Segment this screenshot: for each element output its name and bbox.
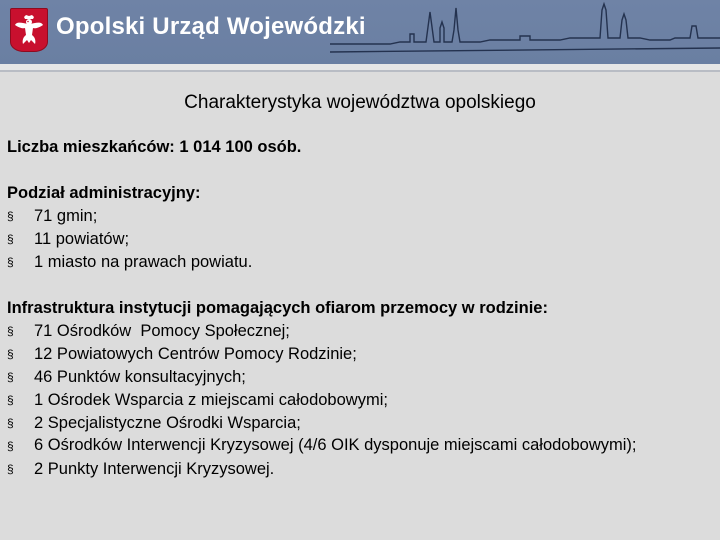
list-item: [7, 458, 707, 481]
organization-name: Opolski Urząd Wojewódzki: [56, 13, 366, 40]
list-item: [7, 412, 707, 435]
admin-item: 71 gmin;: [34, 207, 98, 225]
bullet-icon: §: [7, 209, 14, 223]
bullet-icon: §: [7, 462, 14, 476]
list-item: [7, 389, 707, 412]
slide-content: [7, 136, 707, 481]
bullet-icon: §: [7, 393, 14, 407]
list-item: [7, 343, 707, 366]
polish-eagle-emblem-icon: [10, 8, 48, 52]
header-banner: [0, 0, 720, 64]
infra-item: 2 Punkty Interwencji Kryzysowej.: [34, 460, 275, 478]
infra-item: 1 Ośrodek Wsparcia z miejscami całodobowymi;: [34, 391, 388, 409]
list-item: [7, 251, 707, 274]
bullet-icon: §: [7, 255, 14, 269]
infra-item: 12 Powiatowych Centrów Pomocy Rodzinie;: [34, 345, 357, 363]
admin-heading: Podział administracyjny:: [7, 184, 201, 202]
list-item: [7, 205, 707, 228]
population-text: Liczba mieszkańców: 1 014 100 osób.: [7, 138, 302, 156]
infra-item: 71 Ośrodków Pomocy Społecznej;: [34, 322, 290, 340]
infra-heading: Infrastruktura instytucji pomagających ofiarom przemocy w rodzinie:: [7, 299, 548, 317]
bullet-icon: §: [7, 370, 14, 384]
list-item: [7, 228, 707, 251]
admin-item: 11 powiatów;: [34, 230, 130, 248]
list-item: [7, 435, 707, 458]
list-item: [7, 366, 707, 389]
bullet-icon: §: [7, 416, 14, 430]
city-skyline-icon: [330, 0, 720, 64]
bullet-icon: §: [7, 232, 14, 246]
infra-item: 2 Specjalistyczne Ośrodki Wsparcia;: [34, 414, 301, 432]
admin-item: 1 miasto na prawach powiatu.: [34, 253, 253, 271]
bullet-icon: §: [7, 439, 14, 453]
header-divider-shadow: [0, 70, 720, 72]
infra-item: 46 Punktów konsultacyjnych;: [34, 368, 246, 386]
bullet-icon: §: [7, 347, 14, 361]
list-item: [7, 320, 707, 343]
infra-item: 6 Ośrodków Interwencji Kryzysowej (4/6 OIK dysponuje miejscami całodobowymi);: [34, 436, 637, 454]
bullet-icon: §: [7, 324, 14, 338]
slide-title: Charakterystyka województwa opolskiego: [184, 92, 536, 113]
